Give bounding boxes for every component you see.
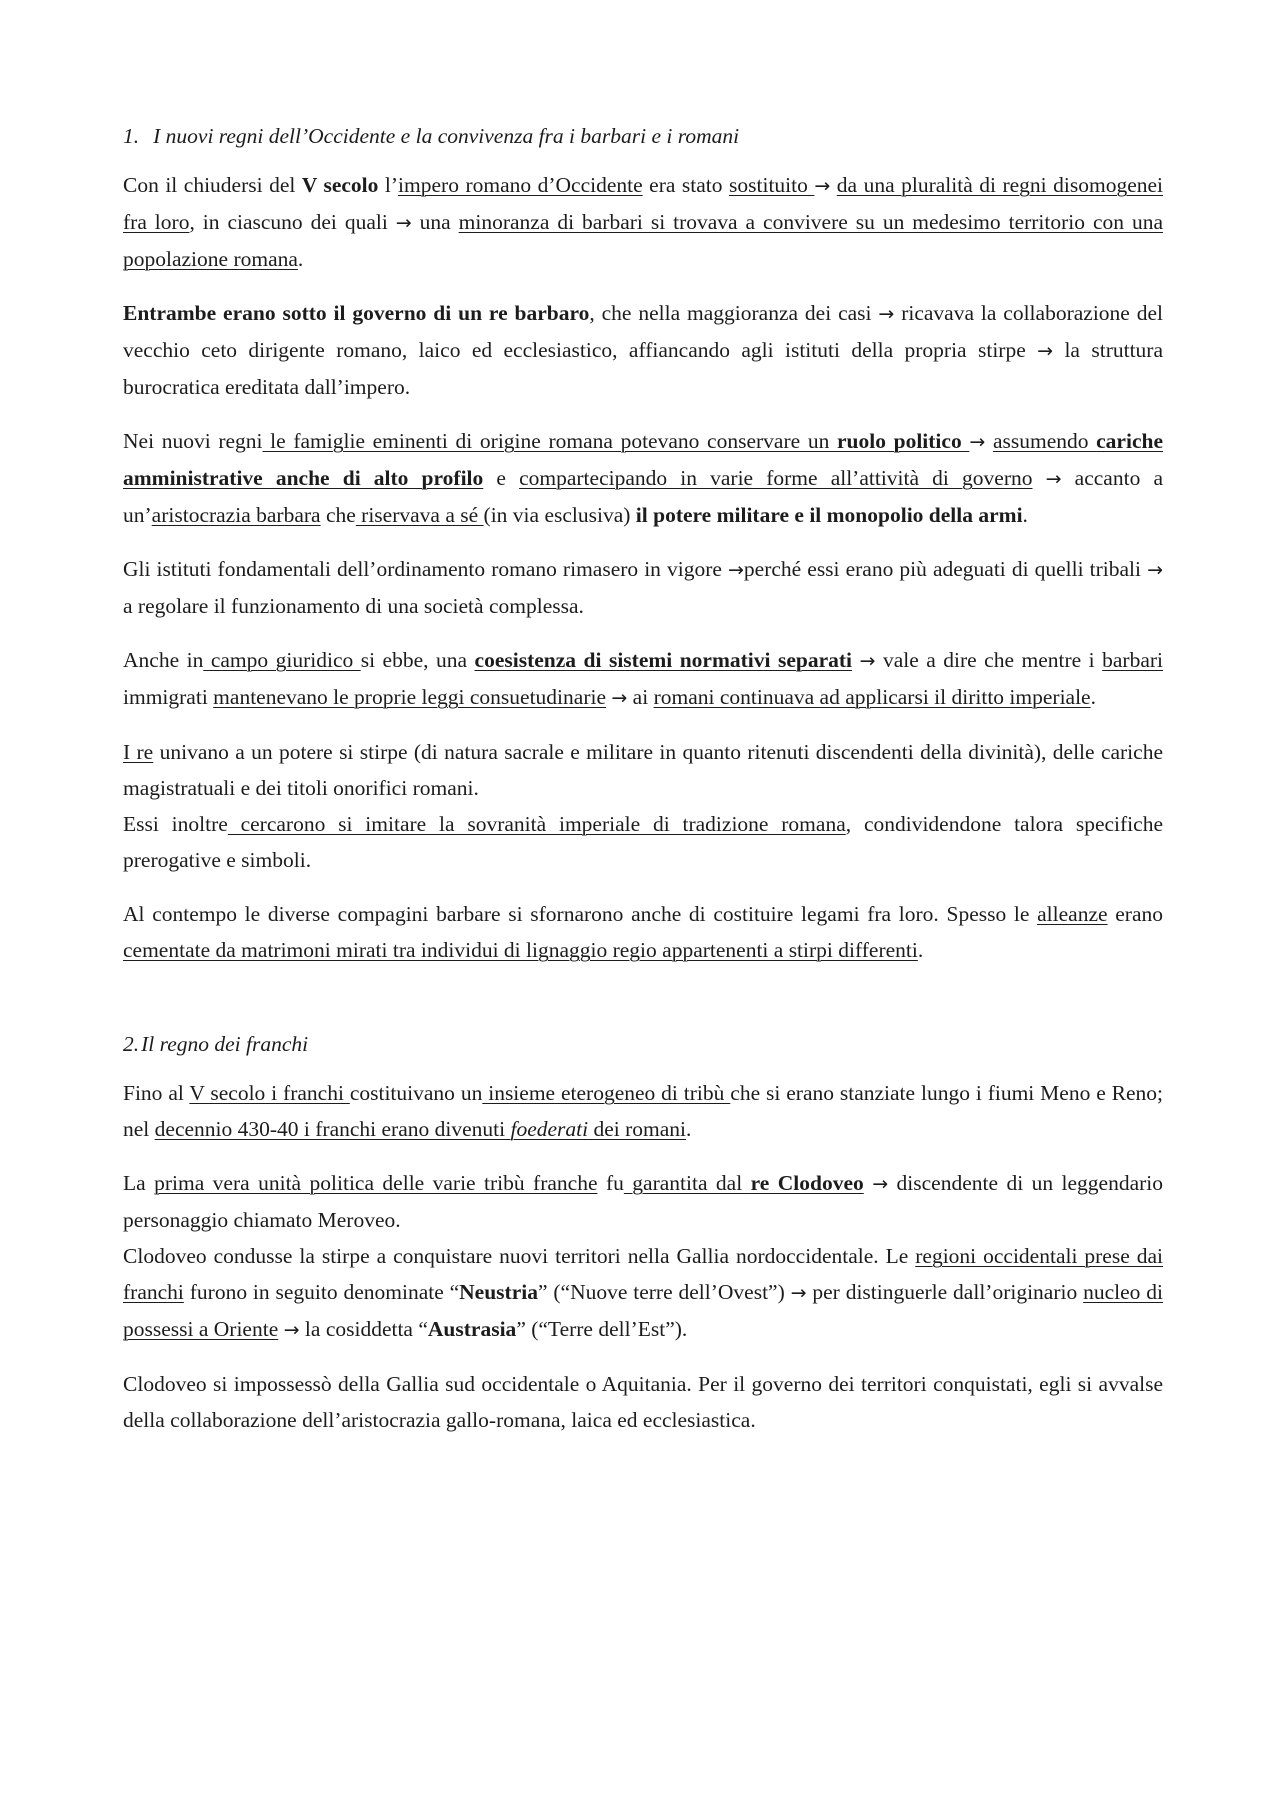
arrow-right-icon: →: [814, 175, 831, 197]
emphasized-text: nucleo di possessi a Oriente: [123, 1280, 1163, 1341]
emphasized-text: cercarono si imitare la sovranità imperiale di tradizione romana: [227, 812, 846, 836]
text-run: che: [320, 503, 356, 527]
emphasized-text: aristocrazia barbara: [151, 503, 321, 527]
text-run: .: [686, 1117, 692, 1141]
emphasized-text: il potere militare e il monopolio della armi: [635, 503, 1023, 527]
text-run: [985, 429, 993, 453]
emphasized-text: I re: [123, 740, 154, 764]
emphasized-text: re Clodoveo: [750, 1171, 864, 1195]
text-run: [852, 648, 860, 672]
paragraph: [123, 1238, 1163, 1348]
text-run: .: [297, 247, 304, 271]
text-run: Clodoveo si impossessò della Gallia sud occidentale o Aquitania. Per il governo dei territori conquistati, egli si avvalse della collaborazione dell’aristocrazia gallo-romana, laica ed ecclesiastica.: [123, 1372, 1163, 1432]
text-run: era stato: [642, 173, 730, 197]
emphasized-text: campo giuridico: [203, 648, 361, 672]
paragraph: [123, 423, 1163, 533]
text-run: ” (“Nuove terre dell’Ovest”): [537, 1280, 791, 1304]
arrow-right-icon: →: [283, 1319, 300, 1341]
paragraph: [123, 1075, 1163, 1147]
arrow-right-icon: →: [790, 1282, 807, 1304]
arrow-right-icon: →: [872, 1173, 889, 1195]
emphasized-text: V secolo: [301, 173, 379, 197]
text-run: ” (“Terre dell’Est”).: [516, 1317, 688, 1341]
paragraph: [123, 1165, 1163, 1238]
emphasized-text: prima vera unità politica delle varie tribù franche: [154, 1171, 598, 1195]
text-run: ricavava la collaborazione del vecchio ceto dirigente romano, laico ed ecclesiastico, affiancando agli istituti della propria stirpe: [123, 301, 1163, 362]
text-run: Nei nuovi regni: [123, 429, 263, 453]
emphasized-text: impero romano d’Occidente: [398, 173, 643, 197]
text-run: una: [411, 210, 459, 234]
emphasized-text: Austrasia: [427, 1317, 517, 1341]
emphasized-text: dei romani: [588, 1117, 687, 1141]
text-run: .: [917, 938, 924, 962]
text-run: perché essi erano più adeguati di quelli tribali: [743, 557, 1148, 581]
emphasized-text: Entrambe erano sotto il governo di un re barbaro: [123, 301, 590, 325]
arrow-right-icon: →: [728, 559, 744, 581]
text-run: univano a un potere si stirpe (di natura sacrale e militare in quanto ritenuti discendenti della divinità), delle cariche magistratuali e dei titoli onorifici romani.: [123, 740, 1163, 800]
text-run: Anche in: [123, 648, 204, 672]
text-run: accanto a un’: [123, 466, 1163, 527]
paragraph: [123, 734, 1163, 806]
text-run: si ebbe, una: [360, 648, 475, 672]
paragraph: [123, 806, 1163, 878]
emphasized-text: assumendo: [992, 429, 1097, 453]
arrow-right-icon: →: [395, 212, 412, 234]
text-run: erano: [1107, 902, 1163, 926]
text-run: la struttura burocratica ereditata dall’impero.: [123, 338, 1163, 399]
emphasized-text: alleanze: [1037, 902, 1108, 926]
text-run: .: [1022, 503, 1028, 527]
emphasized-text: decennio 430-40 i franchi erano divenuti: [154, 1117, 511, 1141]
document-page: [123, 118, 1163, 1456]
arrow-right-icon: →: [1147, 559, 1163, 581]
text-run: Gli istituti fondamentali dell’ordinamento romano rimasero in vigore: [123, 557, 728, 581]
paragraph: [123, 551, 1163, 624]
text-run: costituivano un: [349, 1081, 483, 1105]
text-run: , che nella maggioranza dei casi: [589, 301, 879, 325]
emphasized-text: foederati: [510, 1117, 589, 1141]
emphasized-text: da una pluralità di regni disomogenei fra loro: [123, 173, 1164, 234]
text-run: Con il chiudersi del: [123, 173, 302, 197]
text-run: discendente di un leggendario personaggio chiamato Meroveo.: [123, 1171, 1164, 1232]
text-run: vale a dire che mentre i: [875, 648, 1103, 672]
text-run: Al contempo le diverse compagini barbare si sfornarono anche di costituire legami fra loro. Spesso le: [123, 902, 1038, 926]
text-run: [1032, 466, 1045, 490]
emphasized-text: garantita dal: [623, 1171, 751, 1195]
emphasized-text: barbari: [1102, 648, 1164, 672]
text-run: fu: [597, 1171, 624, 1195]
emphasized-text: regioni occidentali prese dai franchi: [123, 1244, 1163, 1304]
text-run: furono in seguito denominate “: [183, 1280, 460, 1304]
emphasized-text: Neustria: [459, 1280, 538, 1304]
text-run: per distinguerle dall’originario: [806, 1280, 1084, 1304]
paragraph: [123, 167, 1163, 277]
arrow-right-icon: →: [859, 650, 876, 672]
paragraph: [123, 642, 1163, 716]
section-1-number: 1.: [123, 124, 140, 148]
section-1-heading: [123, 118, 1163, 154]
emphasized-text: coesistenza di sistemi normativi separati: [474, 648, 853, 672]
emphasized-text: riservava a sé: [355, 503, 484, 527]
section-1-title: I nuovi regni dell’Occidente e la convivenza fra i barbari e i romani: [153, 124, 740, 148]
arrow-right-icon: →: [1045, 468, 1062, 490]
paragraph: [123, 896, 1163, 968]
text-run: [864, 1171, 872, 1195]
arrow-right-icon: →: [878, 303, 895, 325]
section-2-heading: [123, 1026, 1163, 1062]
text-run: (in via esclusiva): [483, 503, 636, 527]
emphasized-text: mantenevano le proprie leggi consuetudinarie: [213, 685, 606, 709]
text-run: .: [1090, 685, 1096, 709]
text-run: la cosiddetta “: [299, 1317, 428, 1341]
section-2-title: Il regno dei franchi: [141, 1032, 309, 1056]
text-run: e: [483, 466, 520, 490]
text-run: , in ciascuno dei quali: [189, 210, 396, 234]
emphasized-text: V secolo i franchi: [189, 1081, 350, 1105]
paragraph: [123, 295, 1163, 405]
emphasized-text: minoranza di barbari si trovava a convivere su un medesimo territorio con una popolazione romana: [123, 210, 1163, 271]
emphasized-text: cementate da matrimoni mirati tra individui di lignaggio regio appartenenti a stirpi differenti: [123, 938, 918, 962]
text-run: a regolare il funzionamento di una società complessa.: [123, 594, 584, 618]
emphasized-text: romani continuava ad applicarsi il diritto imperiale: [653, 685, 1091, 709]
text-run: Clodoveo condusse la stirpe a conquistare nuovi territori nella Gallia nordoccidentale. Le: [123, 1244, 916, 1268]
emphasized-text: ruolo politico: [836, 429, 970, 453]
arrow-right-icon: →: [1037, 340, 1054, 362]
emphasized-text: le famiglie eminenti di origine romana potevano conservare un: [262, 429, 837, 453]
section-2-number: 2.: [123, 1032, 140, 1056]
text-run: , condividendone talora specifiche prerogative e simboli.: [123, 812, 1163, 872]
text-run: Essi inoltre: [123, 812, 228, 836]
text-run: immigrati: [123, 685, 214, 709]
text-run: ai: [627, 685, 654, 709]
emphasized-text: compartecipando in varie forme all’attività di governo: [519, 466, 1033, 490]
text-run: che si erano stanziate lungo i fiumi Meno e Reno; nel: [123, 1081, 1163, 1141]
paragraph: [123, 1366, 1163, 1438]
emphasized-text: insieme eterogeneo di tribù: [482, 1081, 731, 1105]
text-run: l’: [378, 173, 399, 197]
text-run: La: [123, 1171, 155, 1195]
arrow-right-icon: →: [969, 431, 986, 453]
text-run: Fino al: [123, 1081, 190, 1105]
arrow-right-icon: →: [611, 687, 628, 709]
emphasized-text: cariche amministrative anche di alto profilo: [123, 429, 1163, 490]
emphasized-text: sostituito: [729, 173, 815, 197]
